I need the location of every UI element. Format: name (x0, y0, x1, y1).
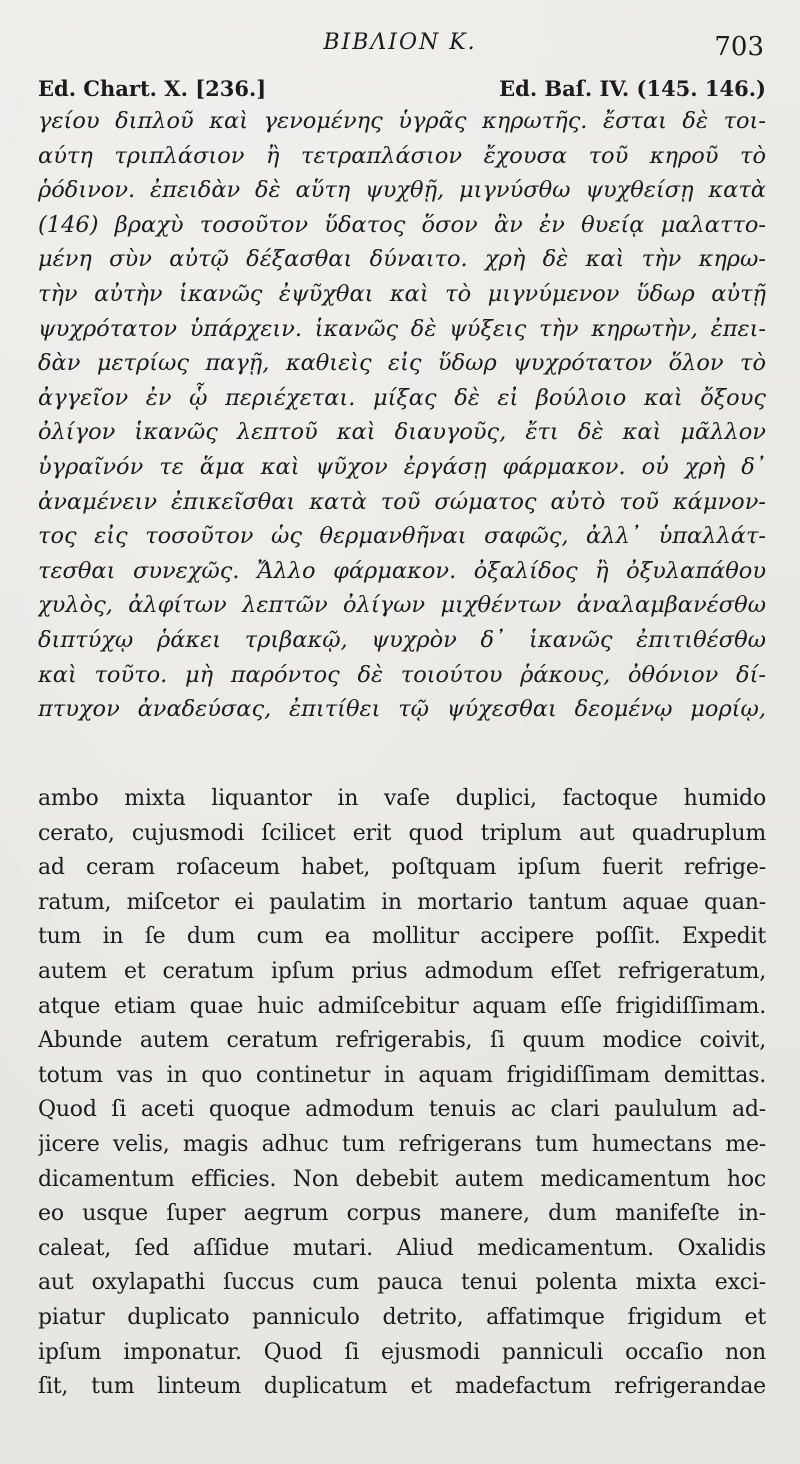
greek-text-line: ῥόδινον. ἐπειδὰν δὲ αὕτη ψυχθῇ, μιγνύσθω ψυχθείσῃ κατὰ (38, 177, 766, 204)
book-title: BIBΛΙΟΝ K. (323, 30, 477, 55)
latin-text-line: ad ceram roſaceum habet, poſtquam ipſum fuerit refrige- (38, 855, 766, 881)
greek-text-line: τος εἰς τοσοῦτον ὡς θερμανθῆναι σαφῶς, ἀλλ᾽ ὑπαλλάτ- (38, 523, 766, 550)
latin-text-line: tum in ſe dum cum ea mollitur accipere poſſit. Expedit (38, 924, 766, 950)
latin-text-line: ipſum imponatur. Quod ſi ejusmodi panniculi occaſio non (38, 1339, 766, 1365)
page-number: 703 (714, 32, 764, 62)
greek-text-line: πτυχον ἀναδεύσας, ἐπιτίθει τῷ ψύχεσθαι δεομένῳ μορίῳ, (38, 696, 766, 723)
greek-text-line: τὴν αὐτὴν ἱκανῶς ἐψῦχθαι καὶ τὸ μιγνύμενον ὕδωρ αὐτῇ (38, 280, 766, 307)
latin-text-line: autem et ceratum ipſum prius admodum eſſet refrigeratum, (38, 958, 766, 984)
greek-text-line: χυλὸς, ἀλφίτων λεπτῶν ὀλίγων μιχθέντων ἀναλαμβανέσθω (38, 592, 766, 619)
latin-text-line: dicamentum efficies. Non debebit autem medicamentum hoc (38, 1166, 766, 1192)
latin-text-line: piatur duplicato panniculo detrito, affatimque frigidum et (38, 1304, 766, 1330)
edition-chartier-ref: Ed. Chart. X. [236.] (38, 76, 267, 101)
latin-text-line: Abunde autem ceratum refrigerabis, ſi quum modice coivit, (38, 1028, 766, 1054)
latin-text-line: totum vas in quo continetur in aquam frigidiſſimam demittas. (38, 1062, 766, 1088)
latin-text-line: ratum, miſcetor ei paulatim in mortario tantum aquae quan- (38, 889, 766, 915)
greek-text-line: μένη σὺν αὐτῷ δέξασθαι δύναιτο. χρὴ δὲ καὶ τὴν κηρω- (38, 246, 766, 273)
greek-text-line: (146) βραχὺ τοσοῦτον ὕδατος ὅσον ἂν ἐν θυείᾳ μαλαττο- (38, 211, 766, 238)
latin-text-line: Quod ſi aceti quoque admodum tenuis ac clari paululum ad- (38, 1097, 766, 1123)
edition-reference-line (38, 76, 766, 104)
greek-text-line: γείου διπλοῦ καὶ γενομένης ὑγρᾶς κηρωτῆς. ἔσται δὲ τοι- (38, 108, 766, 134)
latin-text-line: caleat, ſed aſſidue mutari. Aliud medicamentum. Oxalidis (38, 1235, 766, 1261)
greek-text-line: διπτύχῳ ῥάκει τριβακῷ, ψυχρὸν δ᾽ ἱκανῶς ἐπιτιθέσθω (38, 626, 766, 653)
latin-text-line: cerato, cujusmodi ſcilicet erit quod triplum aut quadruplum (38, 820, 766, 846)
greek-text-line: αύτη τριπλάσιον ἢ τετραπλάσιον ἔχουσα τοῦ κηροῦ τὸ (38, 142, 766, 169)
greek-text-line: ψυχρότατον ὑπάρχειν. ἱκανῶς δὲ ψύξεις τὴν κηρωτὴν, ἐπει- (38, 315, 766, 342)
latin-text-line: jicere velis, magis adhuc tum refrigerans tum humectans me- (38, 1131, 766, 1157)
latin-text-line: ſit, tum linteum duplicatum et madefactum refrigerandae (38, 1374, 766, 1400)
greek-text-line: καὶ τοῦτο. μὴ παρόντος δὲ τοιούτου ῥάκους, ὀθόνιον δί- (38, 661, 766, 688)
running-head (0, 30, 800, 66)
greek-text-line: δὰν μετρίως παγῇ, καθιεὶς εἰς ὕδωρ ψυχρότατον ὅλον τὸ (38, 350, 766, 377)
edition-basel-ref: Ed. Baſ. IV. (145. 146.) (499, 76, 766, 101)
latin-text-line: aut oxylapathi ſuccus cum pauca tenui polenta mixta exci- (38, 1270, 766, 1296)
greek-text-line: ὑγραῖνόν τε ἅμα καὶ ψῦχον ἐργάσῃ φάρμακον. οὐ χρὴ δ᾽ (38, 453, 766, 480)
latin-text-line: ambo mixta liquantor in vaſe duplici, factoque humido (38, 786, 766, 811)
greek-text-block (38, 104, 766, 727)
latin-text-line: atque etiam quae huic admiſcebitur aquam eſſe frigidiſſimam. (38, 993, 766, 1019)
greek-text-line: ἀναμένειν ἐπικεῖσθαι κατὰ τοῦ σώματος αὐτὸ τοῦ κάμνον- (38, 488, 766, 515)
greek-text-line: τεσθαι συνεχῶς. Ἄλλο φάρμακον. ὀξαλίδος ἢ ὀξυλαπάθου (38, 557, 766, 584)
greek-text-line: ἀγγεῖον ἐν ᾧ περιέχεται. μίξας δὲ εἰ βούλοιο καὶ ὄξους (38, 384, 766, 411)
latin-text-line: eo usque ſuper aegrum corpus manere, dum manifeſte in- (38, 1201, 766, 1227)
latin-text-block (38, 782, 766, 1405)
greek-text-line: ὀλίγον ἱκανῶς λεπτοῦ καὶ διαυγοῦς, ἔτι δὲ καὶ μᾶλλον (38, 419, 766, 446)
